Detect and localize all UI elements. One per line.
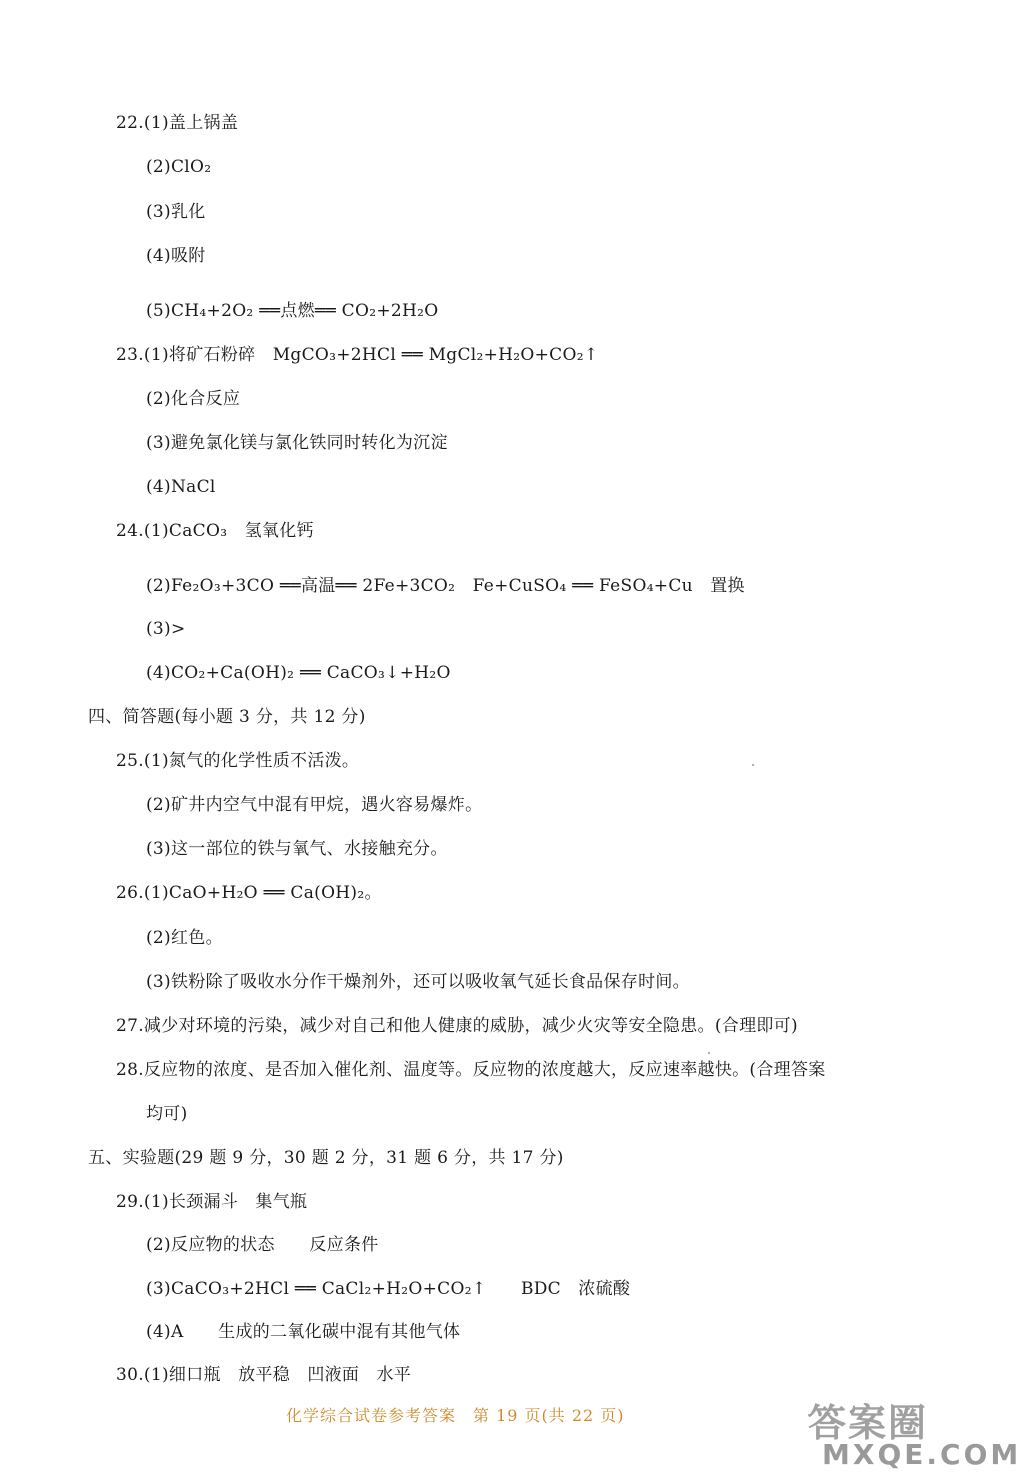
answer-29-2: (2)反应物的状态 反应条件 <box>146 1235 379 1255</box>
answer-22-2: (2)ClO₂ <box>146 157 212 177</box>
section-4-heading: 四、简答题(每小题 3 分，共 12 分) <box>88 707 366 727</box>
answer-26-3: (3)铁粉除了吸收水分作干燥剂外，还可以吸收氧气延长食品保存时间。 <box>146 972 690 992</box>
watermark <box>808 1392 1021 1478</box>
section-5-heading: 五、实验题(29 题 9 分，30 题 2 分，31 题 6 分，共 17 分) <box>88 1148 564 1168</box>
answer-24-2: (2)Fe₂O₃+3CO ══高温══ 2Fe+3CO₂ Fe+CuSO₄ ══ FeSO₄+Cu 置换 <box>146 576 745 596</box>
answer-24-1: 24.(1)CaCO₃ 氢氧化钙 <box>116 521 314 541</box>
answer-22-5: (5)CH₄+2O₂ ══点燃══ CO₂+2H₂O <box>146 301 439 321</box>
answer-24-3: (3)> <box>146 619 186 639</box>
answer-23-1: 23.(1)将矿石粉碎 MgCO₃+2HCl ══ MgCl₂+H₂O+CO₂↑ <box>116 345 599 365</box>
answer-23-2: (2)化合反应 <box>146 389 241 409</box>
answer-23-4: (4)NaCl <box>146 477 216 497</box>
answer-28: 28.反应物的浓度、是否加入催化剂、温度等。反应物的浓度越大，反应速率越快。(合理答案 <box>116 1060 826 1080</box>
watermark-logo: 答案圈 <box>808 1401 929 1445</box>
answer-26-2: (2)红色。 <box>146 928 223 948</box>
answer-29-1: 29.(1)长颈漏斗 集气瓶 <box>116 1192 308 1212</box>
answer-29-3: (3)CaCO₃+2HCl ══ CaCl₂+H₂O+CO₂↑ BDC 浓硫酸 <box>146 1279 631 1299</box>
answer-24-4: (4)CO₂+Ca(OH)₂ ══ CaCO₃↓+H₂O <box>146 663 451 683</box>
answer-22-3: (3)乳化 <box>146 202 206 222</box>
answer-25-3: (3)这一部位的铁与氧气、水接触充分。 <box>146 839 448 859</box>
answer-22-1: 22.(1)盖上锅盖 <box>116 113 239 133</box>
answer-27: 27.减少对环境的污染，减少对自己和他人健康的威胁，减少火灾等安全隐患。(合理即可) <box>116 1016 798 1036</box>
answer-30-1: 30.(1)细口瓶 放平稳 凹液面 水平 <box>116 1365 412 1385</box>
answer-28-continued: 均可) <box>146 1104 188 1124</box>
answer-22-4: (4)吸附 <box>146 246 206 266</box>
answer-25-1: 25.(1)氮气的化学性质不活泼。 <box>116 751 360 771</box>
scan-speck <box>752 764 754 766</box>
scan-speck <box>708 1052 710 1054</box>
answer-23-3: (3)避免氯化镁与氯化铁同时转化为沉淀 <box>146 433 448 453</box>
page-footer: 化学综合试卷参考答案 第 19 页(共 22 页) <box>286 1406 625 1425</box>
answer-26-1: 26.(1)CaO+H₂O ══ Ca(OH)₂。 <box>116 883 382 903</box>
answer-29-4: (4)A 生成的二氧化碳中混有其他气体 <box>146 1322 461 1342</box>
answer-25-2: (2)矿井内空气中混有甲烷，遇火容易爆炸。 <box>146 795 483 815</box>
watermark-url: MXQE.COM <box>822 1438 1021 1471</box>
